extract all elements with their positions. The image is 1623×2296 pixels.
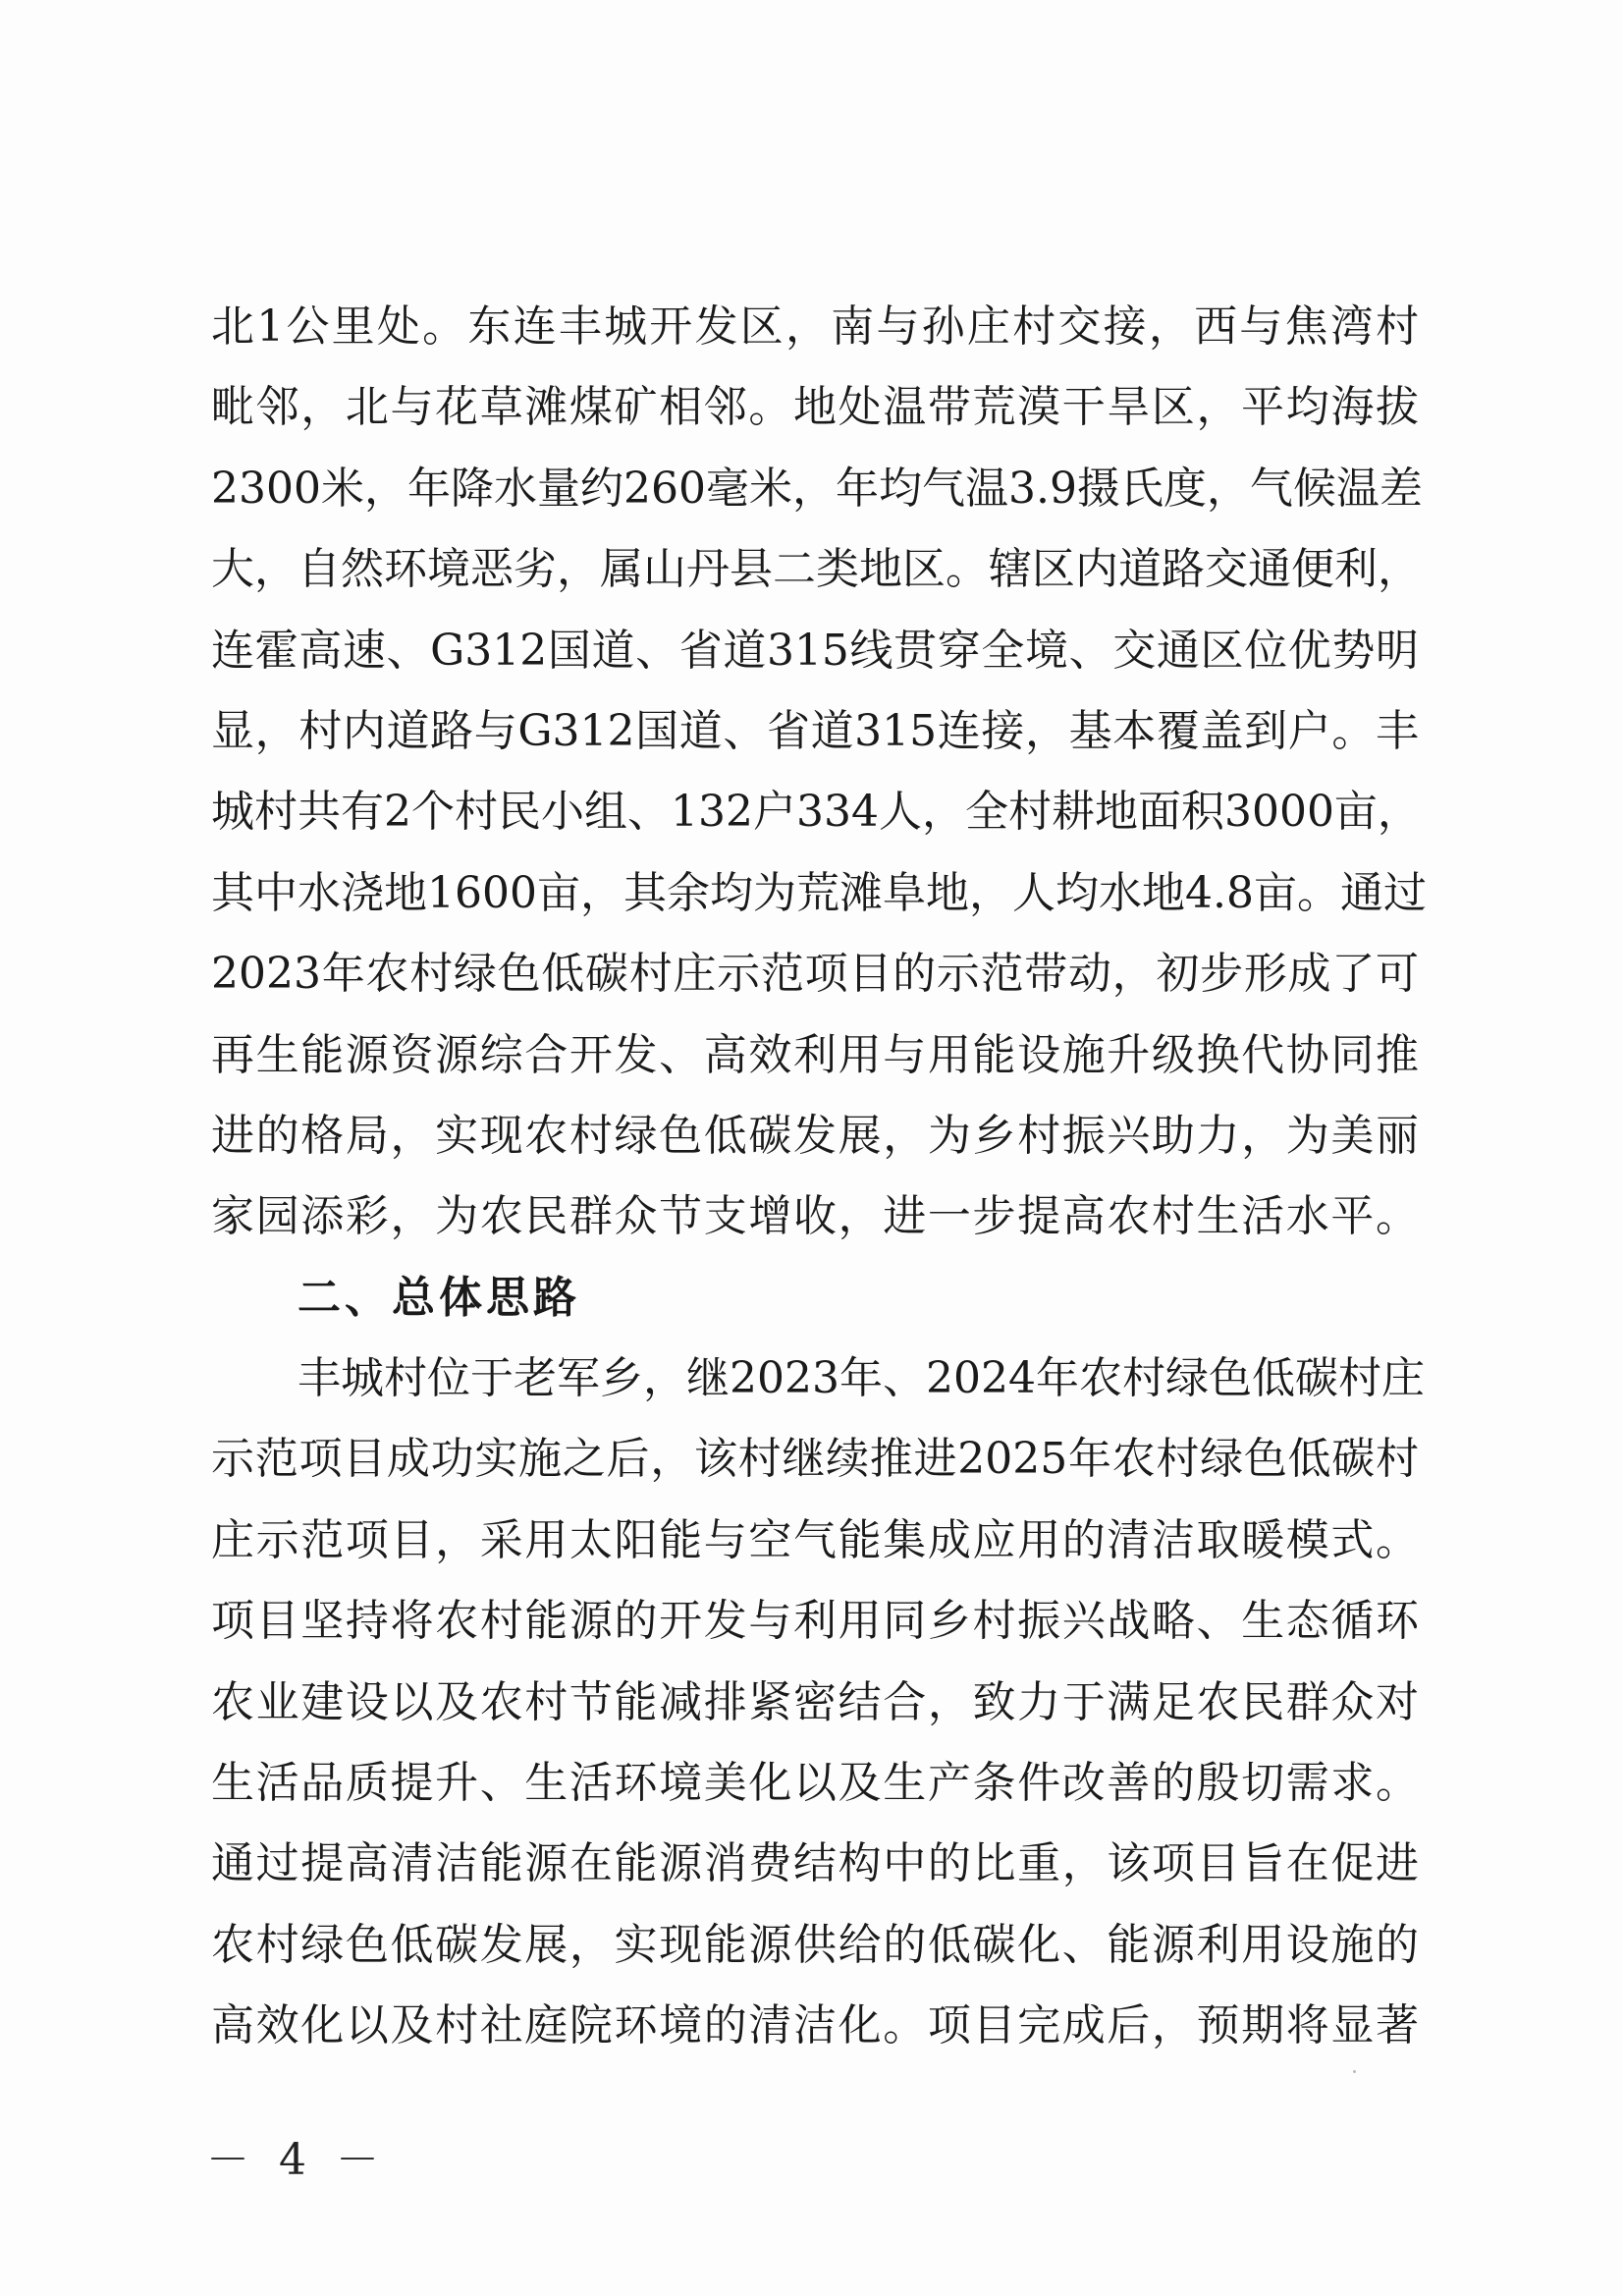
text-line: 其中水浇地1600亩，其余均为荒滩阜地，人均水地4.8亩。通过 — [211, 867, 1427, 918]
text-line: 北1公里处。东连丰城开发区，南与孙庄村交接，西与焦湾村 — [211, 301, 1419, 352]
text-line: 再生能源资源综合开发、高效利用与用能设施升级换代协同推 — [211, 1029, 1419, 1080]
text-line: 高效化以及村社庭院环境的清洁化。项目完成后，预期将显著 — [211, 2000, 1419, 2051]
text-line: 显，村内道路与G312国道、省道315连接，基本覆盖到户。丰 — [211, 705, 1419, 756]
body-text — [211, 287, 1427, 2067]
text-line: 庄示范项目，采用太阳能与空气能集成应用的清洁取暖模式。 — [211, 1514, 1419, 1565]
text-line: 大，自然环境恶劣，属山丹县二类地区。辖区内道路交通便利， — [211, 544, 1421, 595]
text-line: 连霍高速、G312国道、省道315线贯穿全境、交通区位优势明 — [211, 625, 1419, 676]
section-heading: 二、总体思路 — [298, 1272, 580, 1323]
text-line: 示范项目成功实施之后，该村继续推进2025年农村绿色低碳村 — [211, 1434, 1419, 1485]
text-line: 进的格局，实现农村绿色低碳发展，为乡村振兴助力，为美丽 — [211, 1110, 1419, 1161]
text-line: 家园添彩，为农民群众节支增收，进一步提高农村生活水平。 — [211, 1191, 1419, 1242]
text-line: 城村共有2个村民小组、132户334人，全村耕地面积3000亩， — [211, 787, 1421, 838]
text-line: 2300米，年降水量约260毫米，年均气温3.9摄氏度，气候温差 — [211, 463, 1423, 514]
text-line: 项目坚持将农村能源的开发与利用同乡村振兴战略、生态循环 — [211, 1596, 1419, 1647]
text-line: 通过提高清洁能源在能源消费结构中的比重，该项目旨在促进 — [211, 1838, 1419, 1889]
text-line: 毗邻，北与花草滩煤矿相邻。地处温带荒漠干旱区，平均海拔 — [211, 382, 1419, 433]
page-number: － 4 － — [206, 2135, 387, 2185]
text-line: 丰城村位于老军乡，继2023年、2024年农村绿色低碳村庄 — [298, 1353, 1425, 1404]
text-line: 2023年农村绿色低碳村庄示范项目的示范带动，初步形成了可 — [211, 949, 1419, 1000]
scan-speck — [1353, 2070, 1356, 2073]
text-line: 农村绿色低碳发展，实现能源供给的低碳化、能源利用设施的 — [211, 1919, 1419, 1970]
text-line: 生活品质提升、生活环境美化以及生产条件改善的殷切需求。 — [211, 1758, 1419, 1809]
text-line: 农业建设以及农村节能减排紧密结合，致力于满足农民群众对 — [211, 1676, 1419, 1727]
